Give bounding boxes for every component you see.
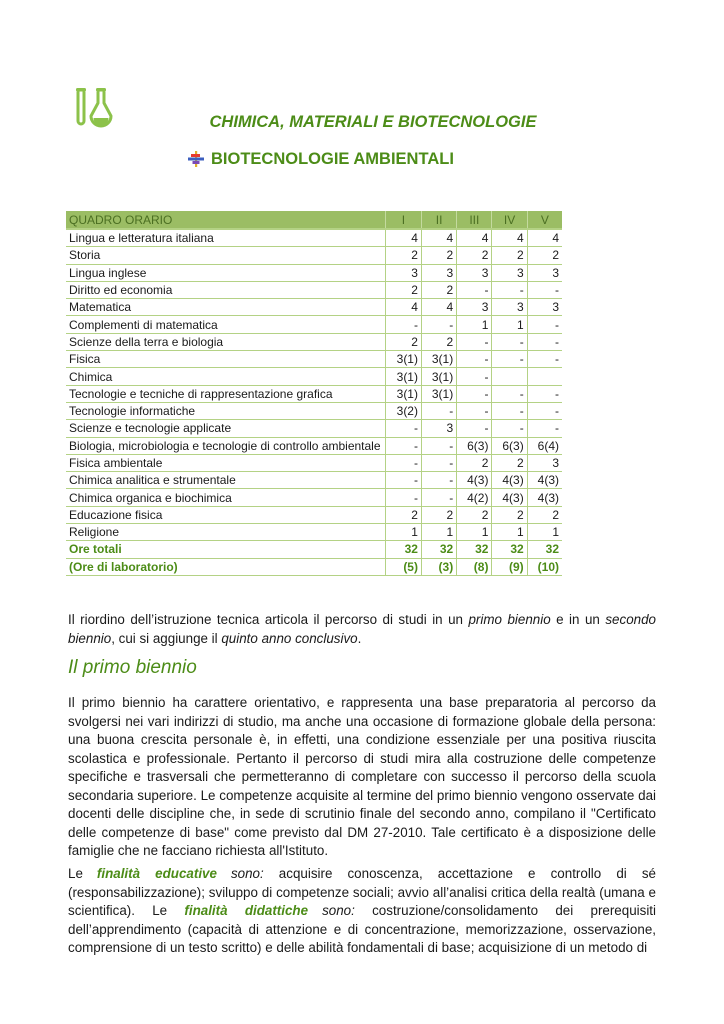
hours-cell: 3 [527, 299, 562, 316]
quadro-orario-table [66, 211, 562, 576]
hours-cell: (10) [527, 558, 562, 575]
table-row [66, 368, 562, 385]
subtitle [188, 149, 454, 169]
hours-cell: - [527, 316, 562, 333]
subject-cell: (Ore di laboratorio) [66, 558, 385, 575]
intro-text: , cui si aggiunge il [111, 630, 222, 646]
finalita-text: acquisire conoscenza, accettazione e controllo di sé (responsabilizzazione); sviluppo di competenze sociali; avvio all’analisi critica della realtà (umana e scientifica). Le [68, 866, 656, 918]
hours-cell: 4 [385, 229, 421, 247]
subtitle-text: BIOTECNOLOGIE AMBIENTALI [211, 149, 454, 168]
hours-cell: - [385, 437, 421, 454]
hours-cell: 1 [492, 524, 527, 541]
hours-cell: - [527, 281, 562, 298]
finalita-text: sono: [322, 903, 355, 918]
hours-cell: 32 [492, 541, 527, 558]
table-row [66, 420, 562, 437]
hours-cell: - [492, 333, 527, 350]
hours-cell: 4 [385, 299, 421, 316]
hours-cell: 32 [385, 541, 421, 558]
table-row [66, 333, 562, 350]
hours-cell: 2 [457, 247, 492, 264]
column-header: V [527, 211, 562, 229]
total-row [66, 541, 562, 558]
hours-cell: - [492, 420, 527, 437]
hours-cell: 1 [492, 316, 527, 333]
column-header: QUADRO ORARIO [66, 211, 385, 229]
hours-cell: 3(1) [385, 385, 421, 402]
table-row [66, 437, 562, 454]
hours-cell: 3(1) [385, 368, 421, 385]
hours-cell: 1 [421, 524, 456, 541]
hours-cell: - [457, 420, 492, 437]
hours-cell: - [385, 489, 421, 506]
hours-cell: - [527, 351, 562, 368]
subject-cell: Diritto ed economia [66, 281, 385, 298]
column-header: IV [492, 211, 527, 229]
column-header: II [421, 211, 456, 229]
hours-cell: - [527, 420, 562, 437]
hours-cell: - [385, 316, 421, 333]
hours-cell: - [457, 281, 492, 298]
hours-cell [527, 368, 562, 385]
hours-cell: (3) [421, 558, 456, 575]
hours-cell: 1 [527, 524, 562, 541]
hours-cell: 6(3) [492, 437, 527, 454]
hours-cell: 2 [457, 506, 492, 523]
hours-cell: - [492, 385, 527, 402]
table-row [66, 385, 562, 402]
hours-cell: 3(1) [421, 351, 456, 368]
hours-cell: 3 [527, 264, 562, 281]
subject-cell: Chimica [66, 368, 385, 385]
primo-biennio-paragraph: Il primo biennio ha carattere orientativo, e rappresenta una base preparatoria al percorso da svolgersi nei vari indirizzi di studio, ma anche una occasione di formazione globale della persona: una buona crescita personale è, in effetti, una condizione essenziale per una positiva riuscita scolastica e professionale. Pertanto il percorso di studi mira alla costruzione delle competenze specifiche e trasversali che permetteranno di completare con successo il percorso della scuola secondaria superiore. Le competenze acquisite al termine del primo biennio vengono osservate dai docenti delle discipline che, in sede di scrutinio finale del secondo anno, compilano il "Certificato delle competenze di base" come previsto dal DM 27-2010. Tale certificato è a disposizione delle famiglie che ne facciano richiesta all'Istituto. [68, 695, 656, 858]
hours-cell: 3 [385, 264, 421, 281]
finalita-text: costruzione/consolidamento dei prerequisiti dell’apprendimento (capacità di attenzione e di concentrazione, memorizzazione, osservazione, comprensione di un testo scritto) e delle abilità fondamentali di base; acquisizione di un metodo di [68, 903, 656, 955]
hours-cell: - [421, 472, 456, 489]
hours-cell: (8) [457, 558, 492, 575]
intro-text: Il riordino dell’istruzione tecnica articola il percorso di studi in un [68, 612, 469, 627]
hours-cell: 3 [421, 264, 456, 281]
table-header-row [66, 211, 562, 229]
table-row [66, 506, 562, 523]
subject-cell: Storia [66, 247, 385, 264]
hours-cell: 2 [527, 247, 562, 264]
hours-cell: 2 [492, 454, 527, 471]
hours-cell: 3 [492, 264, 527, 281]
subject-cell: Fisica [66, 351, 385, 368]
hours-cell: - [527, 402, 562, 419]
hours-cell: - [492, 351, 527, 368]
hours-cell: - [421, 489, 456, 506]
subject-cell: Religione [66, 524, 385, 541]
intro-text: . [357, 630, 362, 646]
hours-cell: 4 [527, 229, 562, 247]
table-row [66, 229, 562, 247]
subject-cell: Chimica organica e biochimica [66, 489, 385, 506]
hours-cell: 2 [492, 506, 527, 523]
finalita-educative-label: finalità educative [96, 866, 217, 881]
intro-emphasis: quinto anno conclusivo [221, 630, 358, 646]
hours-cell: - [492, 281, 527, 298]
hours-cell: - [421, 402, 456, 419]
hours-cell [492, 368, 527, 385]
table-row [66, 316, 562, 333]
hours-cell: 2 [385, 247, 421, 264]
hours-cell: 32 [457, 541, 492, 558]
hours-cell: 2 [421, 281, 456, 298]
hours-cell: 6(3) [457, 437, 492, 454]
table-row [66, 472, 562, 489]
pin-icon [188, 151, 204, 167]
table-row [66, 264, 562, 281]
subject-cell: Chimica analitica e strumentale [66, 472, 385, 489]
finalita-paragraph [68, 865, 656, 958]
table-row [66, 524, 562, 541]
hours-cell: (5) [385, 558, 421, 575]
hours-cell: - [385, 420, 421, 437]
hours-cell: - [492, 402, 527, 419]
finalita-text: Le [68, 866, 83, 881]
intro-paragraph [68, 611, 656, 648]
hours-cell: 4(3) [492, 472, 527, 489]
hours-cell: 4(3) [492, 489, 527, 506]
hours-cell: 2 [527, 506, 562, 523]
table-row [66, 351, 562, 368]
subject-cell: Scienze della terra e biologia [66, 333, 385, 350]
table-row [66, 402, 562, 419]
section-heading: Il primo biennio [68, 657, 197, 678]
hours-cell: 32 [421, 541, 456, 558]
hours-cell: 1 [457, 316, 492, 333]
hours-cell: (9) [492, 558, 527, 575]
hours-cell: 4(3) [527, 489, 562, 506]
intro-emphasis: secondo biennio [68, 612, 656, 646]
hours-cell: - [527, 385, 562, 402]
hours-cell: 2 [421, 506, 456, 523]
column-header: III [457, 211, 492, 229]
finalita-text: sono: [230, 866, 264, 881]
subject-cell: Lingua inglese [66, 264, 385, 281]
hours-cell: - [527, 333, 562, 350]
hours-cell: 2 [385, 281, 421, 298]
subject-cell: Matematica [66, 299, 385, 316]
hours-cell: - [457, 368, 492, 385]
total-row [66, 558, 562, 575]
hours-cell: 2 [385, 506, 421, 523]
hours-cell: 4 [492, 229, 527, 247]
hours-cell: - [385, 454, 421, 471]
hours-cell: 32 [527, 541, 562, 558]
hours-cell: 4 [421, 299, 456, 316]
table-row [66, 454, 562, 471]
table-row [66, 489, 562, 506]
subject-cell: Tecnologie e tecniche di rappresentazione grafica [66, 385, 385, 402]
hours-cell: - [421, 454, 456, 471]
hours-cell: 3(1) [421, 368, 456, 385]
hours-cell: 3(1) [385, 351, 421, 368]
table-row [66, 247, 562, 264]
hours-cell: - [457, 402, 492, 419]
hours-cell: 6(4) [527, 437, 562, 454]
hours-cell: 2 [457, 454, 492, 471]
hours-cell: 4(2) [457, 489, 492, 506]
hours-cell: 4 [421, 229, 456, 247]
hours-cell: - [457, 385, 492, 402]
subject-cell: Tecnologie informatiche [66, 402, 385, 419]
hours-cell: 2 [385, 333, 421, 350]
page-title: CHIMICA, MATERIALI E BIOTECNOLOGIE [209, 113, 537, 131]
subject-cell: Complementi di matematica [66, 316, 385, 333]
hours-cell: 2 [421, 333, 456, 350]
intro-emphasis: primo biennio [468, 612, 551, 627]
table-row [66, 281, 562, 298]
subject-cell: Biologia, microbiologia e tecnologie di controllo ambientale [66, 437, 385, 454]
hours-cell: - [421, 316, 456, 333]
hours-cell: 3 [457, 264, 492, 281]
hours-cell: - [457, 333, 492, 350]
hours-cell: - [385, 472, 421, 489]
hours-cell: 4 [457, 229, 492, 247]
intro-text: e in un [550, 612, 606, 627]
hours-cell: 4(3) [457, 472, 492, 489]
finalita-didattiche-label: finalità didattiche [184, 903, 309, 918]
hours-cell: - [421, 437, 456, 454]
subject-cell: Scienze e tecnologie applicate [66, 420, 385, 437]
hours-cell: 4(3) [527, 472, 562, 489]
hours-cell: 3 [527, 454, 562, 471]
hours-cell: 3 [492, 299, 527, 316]
hours-cell: 3(2) [385, 402, 421, 419]
subject-cell: Lingua e letteratura italiana [66, 229, 385, 247]
hours-cell: 3 [457, 299, 492, 316]
column-header: I [385, 211, 421, 229]
table-row [66, 299, 562, 316]
subject-cell: Educazione fisica [66, 506, 385, 523]
hours-cell: - [457, 351, 492, 368]
hours-cell: 3 [421, 420, 456, 437]
hours-cell: 3(1) [421, 385, 456, 402]
hours-cell: 1 [385, 524, 421, 541]
hours-cell: 1 [457, 524, 492, 541]
hours-cell: 2 [421, 247, 456, 264]
subject-cell: Ore totali [66, 541, 385, 558]
hours-cell: 2 [492, 247, 527, 264]
subject-cell: Fisica ambientale [66, 454, 385, 471]
